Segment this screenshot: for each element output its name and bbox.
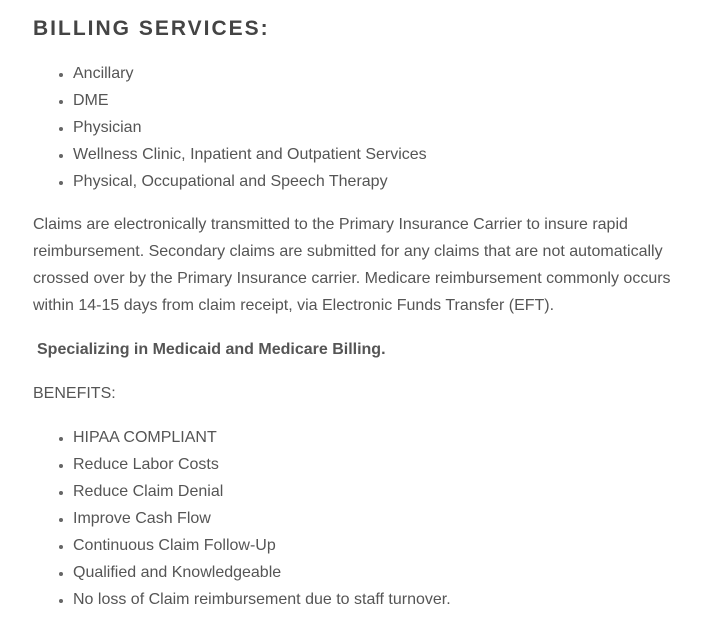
benefits-list bbox=[33, 424, 713, 613]
list-item: • Physical, Occupational and Speech Therapy bbox=[73, 168, 713, 195]
list-item: • Physician bbox=[73, 114, 713, 141]
list-item: • Improve Cash Flow bbox=[73, 505, 713, 532]
claims-paragraph: Claims are electronically transmitted to the Primary Insurance Carrier to insure rapid reimbursement. Secondary claims are submitted for any claims that are not automatically crossed over by the Primary Insurance carrier. Medicare reimbursement commonly occurs within 14-15 days from claim receipt, via Electronic Funds Transfer (EFT). bbox=[33, 216, 671, 314]
list-item: • DME bbox=[73, 87, 713, 114]
list-item: • Wellness Clinic, Inpatient and Outpatient Services bbox=[73, 141, 713, 168]
billing-services-section bbox=[33, 14, 713, 613]
page-title: BILLING SERVICES: bbox=[33, 17, 270, 40]
list-item: • Continuous Claim Follow-Up bbox=[73, 532, 713, 559]
list-item: • HIPAA COMPLIANT bbox=[73, 424, 713, 451]
benefits-heading: BENEFITS: bbox=[33, 385, 116, 402]
list-item: • Reduce Labor Costs bbox=[73, 451, 713, 478]
list-item: • No loss of Claim reimbursement due to staff turnover. bbox=[73, 586, 713, 613]
services-list bbox=[33, 60, 713, 195]
specializing-text: Specializing in Medicaid and Medicare Billing. bbox=[37, 341, 386, 358]
list-item: • Qualified and Knowledgeable bbox=[73, 559, 713, 586]
list-item: • Ancillary bbox=[73, 60, 713, 87]
list-item: • Reduce Claim Denial bbox=[73, 478, 713, 505]
